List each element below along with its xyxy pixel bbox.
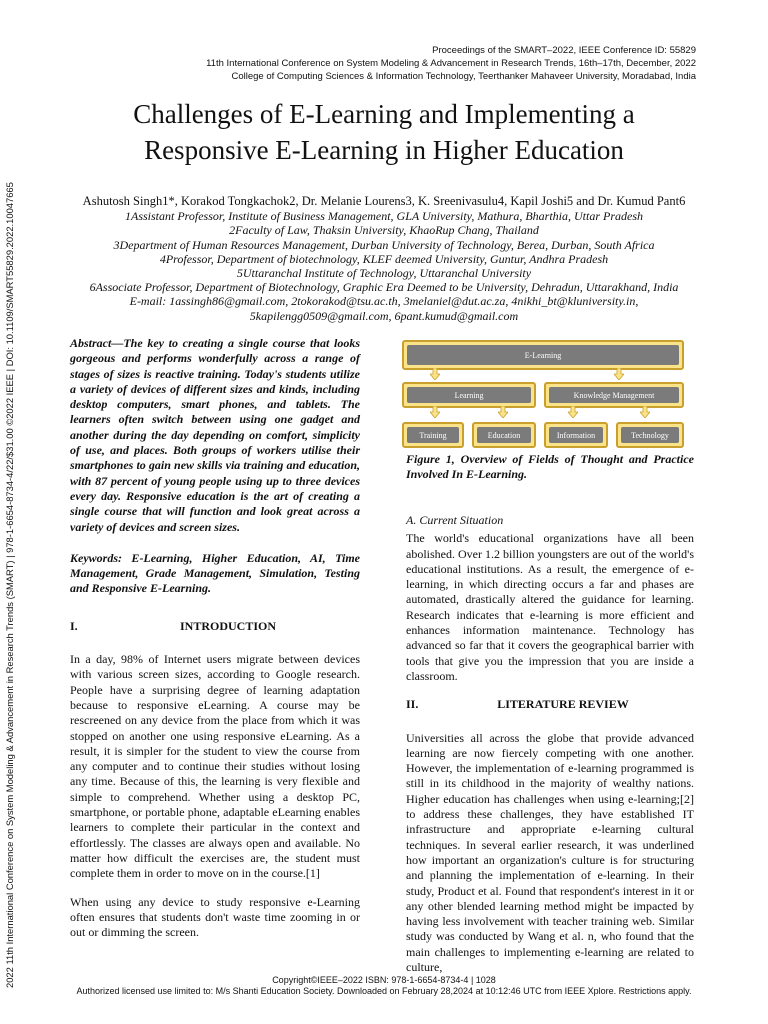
node-learning — [402, 382, 536, 408]
down-arrow-icon — [568, 406, 578, 418]
section-number: II. — [406, 697, 419, 712]
figure-caption: Figure 1, Overview of Fields of Thought and Practice Involved In E-Learning. — [406, 452, 694, 481]
node-knowledge-management — [544, 382, 684, 408]
affiliation-2: 2Faculty of Law, Thaksin University, KhaoRup Chang, Thailand — [229, 223, 539, 238]
node-training — [402, 422, 464, 448]
author-names: Ashutosh Singh1*, Korakod Tongkachok2, Dr. Melanie Lourens3, K. Sreenivasulu4, Kapil Joshi5 and Dr. Kumud Pant6 — [82, 194, 686, 208]
affiliation-1: 1Assistant Professor, Institute of Business Management, GLA University, Mathura, Bharthia, Uttar Pradesh — [125, 209, 643, 224]
figure-1-diagram — [402, 340, 684, 448]
conference-header — [206, 44, 696, 83]
paper-title — [60, 96, 708, 168]
doi-sidebar: 2022 11th International Conference on System Modeling & Advancement in Research Trends (SMART) | 978-1-6654-8734-4/22/$31.00 ©2022 IEEE | DOI: 10.1109/SMART55829.2022.10047665 — [4, 182, 15, 988]
affiliation-6: 6Associate Professor, Department of Biotechnology, Graphic Era Deemed to be University, Dehradun, Uttarakhand, India — [89, 280, 679, 295]
down-arrow-icon — [498, 406, 508, 418]
node-label: Learning — [407, 387, 531, 403]
node-label: Training — [407, 427, 459, 443]
email-line-2: 5kapilengg0509@gmail.com, 6pant.kumud@gmail.com — [249, 308, 519, 323]
node-education — [472, 422, 536, 448]
section-number: I. — [70, 618, 78, 633]
node-information — [544, 422, 608, 448]
page-footer — [0, 975, 768, 997]
header-line-2: 11th International Conference on System Modeling & Advancement in Research Trends, 16th–17th, December, 2022 — [206, 58, 696, 69]
section-heading-introduction — [70, 619, 360, 634]
intro-paragraph-1: In a day, 98% of Internet users migrate between devices with various screen sizes, according to Google research. People have a surprising degree of learning adaptation because to responsive eLearning. A course may be rescreened on any device from the place from which it was stopped on another one using responsive eLearning. As a result, it is simpler for the student to view the course from any computer and to continue their studies without losing any time. Because of this, the learning is very flexible and simple to comprehend. Whether using a desktop PC, smartphone, or portable phone, adaptable eLearning enables learners to complete their particular in the context and effortlessly. The classes are always open and available. No matter how difficult the exercises are, the student must complete them in order to move on in the course.[1] — [70, 652, 360, 881]
node-label: Technology — [621, 427, 679, 443]
header-line-3: College of Computing Sciences & Information Technology, Teerthanker Mahaveer University, Moradabad, India — [231, 71, 696, 82]
header-line-1: Proceedings of the SMART–2022, IEEE Conference ID: 55829 — [432, 45, 696, 56]
email-line-1: E-mail: 1assingh86@gmail.com, 2tokorakod@tsu.ac.th, 3melaniel@dut.ac.za, 4nikhi_bt@kluniversity.in, — [129, 294, 639, 309]
down-arrow-icon — [430, 368, 440, 380]
license-line: Authorized licensed use limited to: M/s Shanti Education Society. Downloaded on February 28,2024 at 10:12:46 UTC from IEEE Xplore. Restrictions apply. — [76, 986, 692, 996]
section-name: LITERATURE REVIEW — [497, 697, 629, 712]
right-column — [406, 513, 694, 988]
current-situation-paragraph: The world's educational organizations have all been abolished. Over 1.2 billion youngsters are out of the world's educational institutions. As a result, the emergence of e-learning, in which directing occurs a far and phases are automated, drastically altered the guidance for learning. Research indicates that e-learning is more efficient and enhances information maintenance. Technology has advanced so far that it covers the geographical barrier with tools that give you the impression that you are inside a classroom. — [406, 531, 694, 683]
affiliation-4: 4Professor, Department of biotechnology, KLEF deemed University, Guntur, Andhra Pradesh — [159, 251, 609, 266]
left-column — [70, 336, 360, 953]
affiliation-3: 3Department of Human Resources Management, Durban University of Technology, Berea, Durban, South Africa — [113, 237, 655, 252]
node-label: E-Learning — [407, 345, 679, 365]
section-heading-literature-review — [406, 697, 694, 712]
title-line-1: Challenges of E-Learning and Implementing a — [133, 99, 635, 129]
keywords: Keywords: E-Learning, Higher Education, AI, Time Management, Grade Management, Simulation, Testing and Responsive E-Learning. — [70, 550, 360, 596]
affiliation-5: 5Uttaranchal Institute of Technology, Uttaranchal University — [236, 266, 532, 281]
abstract: Abstract—The key to creating a single course that looks gorgeous and performs wonderfully across a range of stages of sizes is reactive training. Today's students utilize a variety of devices of different sizes and kinds, including desktop computers, smart phones, and tablets. The learners often switch between using one gadget and another during the day depending on comfort, simplicity of use, and places. Both groups of workers utilise their smartphones to gain new skills via training and education, with 87 percent of young people using up to three devices every day. Responsive education is the art of creating a single course that will function and look great across a variety of devices and screen sizes. — [70, 336, 360, 534]
node-technology — [616, 422, 684, 448]
literature-review-paragraph: Universities all across the globe that provide advanced learning are now fiercely competing with one another. However, the implementation of e-learning programmed is still in its childhood in the majority of wealthy nations. Higher education has challenges when using e-learning;[2] to address these challenges, they have established IT infrastructure and appropriate e-learning cultural techniques. In several earlier research, it was underlined how important an organization's culture is for structuring and planning the implementation of e-learning. In their study, Product et al. Found that respondent's interest in it or any other blended learning method might be impacted by having less involvement with teacher training web. Similar study was conducted by Wang et al. n, who found that the main challenges to implementing e-learning are related to culture, — [406, 730, 694, 975]
node-e-learning — [402, 340, 684, 370]
subsection-heading-current-situation: A. Current Situation — [406, 513, 504, 527]
title-line-2: Responsive E-Learning in Higher Education — [144, 135, 624, 165]
section-name: INTRODUCTION — [179, 618, 276, 633]
node-label: Knowledge Management — [549, 387, 679, 403]
intro-paragraph-2: When using any device to study responsive e-Learning often ensures that students don't waste time zooming in or out or dimming the screen. — [70, 894, 360, 940]
author-block — [40, 194, 728, 323]
down-arrow-icon — [614, 368, 624, 380]
copyright-line: Copyright©IEEE–2022 ISBN: 978-1-6654-8734-4 | 1028 — [272, 975, 496, 985]
node-label: Information — [549, 427, 603, 443]
down-arrow-icon — [430, 406, 440, 418]
node-label: Education — [477, 427, 531, 443]
down-arrow-icon — [640, 406, 650, 418]
